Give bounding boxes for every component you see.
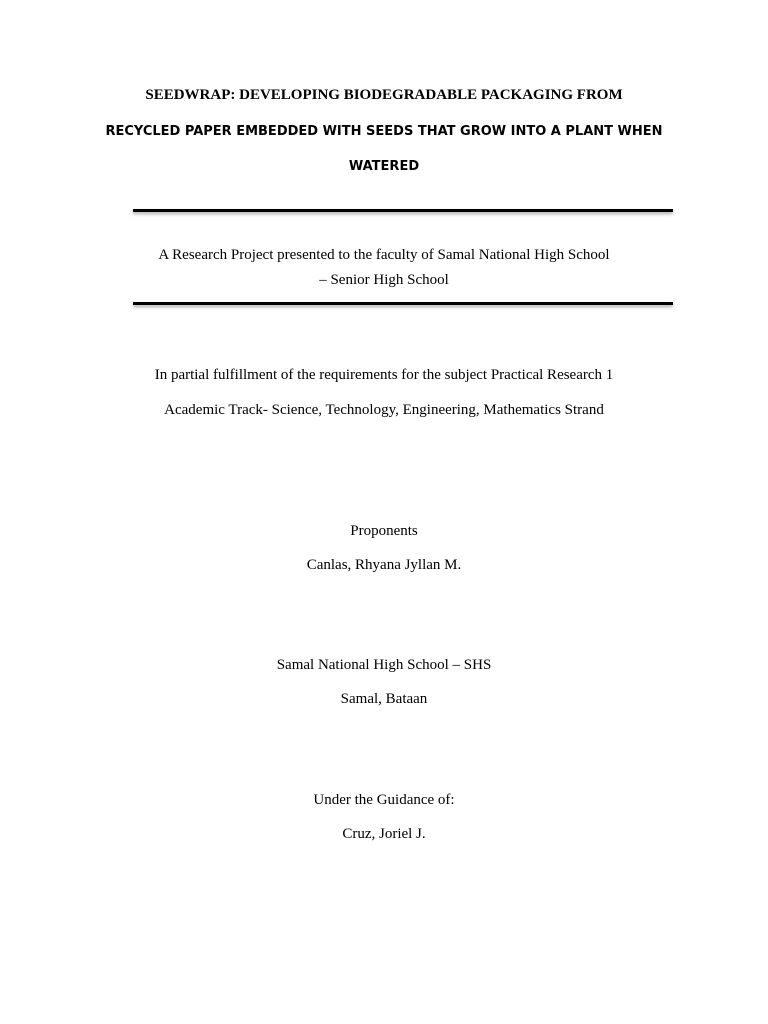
fulfillment-line-1: In partial fulfillment of the requirements for the subject Practical Research 1 — [154, 367, 614, 383]
proponent-name: Canlas, Rhyana Jyllan M. — [306, 557, 462, 573]
title-line-1: SEEDWRAP: DEVELOPING BIODEGRADABLE PACKAGING FROM — [145, 87, 623, 103]
school-location: Samal, Bataan — [340, 691, 428, 707]
proponents-heading: Proponents — [350, 523, 418, 539]
school-name: Samal National High School – SHS — [276, 657, 492, 673]
guidance-heading: Under the Guidance of: — [313, 792, 455, 808]
top-divider — [133, 209, 673, 212]
fulfillment-line-2: Academic Track- Science, Technology, Engineering, Mathematics Strand — [164, 402, 604, 418]
adviser-name: Cruz, Joriel J. — [342, 826, 426, 842]
title-line-2: RECYCLED PAPER EMBEDDED WITH SEEDS THAT GROW INTO A PLANT WHEN — [105, 124, 663, 139]
presentation-line-1: A Research Project presented to the faculty of Samal National High School — [158, 247, 610, 263]
title-line-3: WATERED — [348, 159, 420, 174]
presentation-line-2: – Senior High School — [319, 272, 449, 288]
bottom-divider — [133, 302, 673, 305]
